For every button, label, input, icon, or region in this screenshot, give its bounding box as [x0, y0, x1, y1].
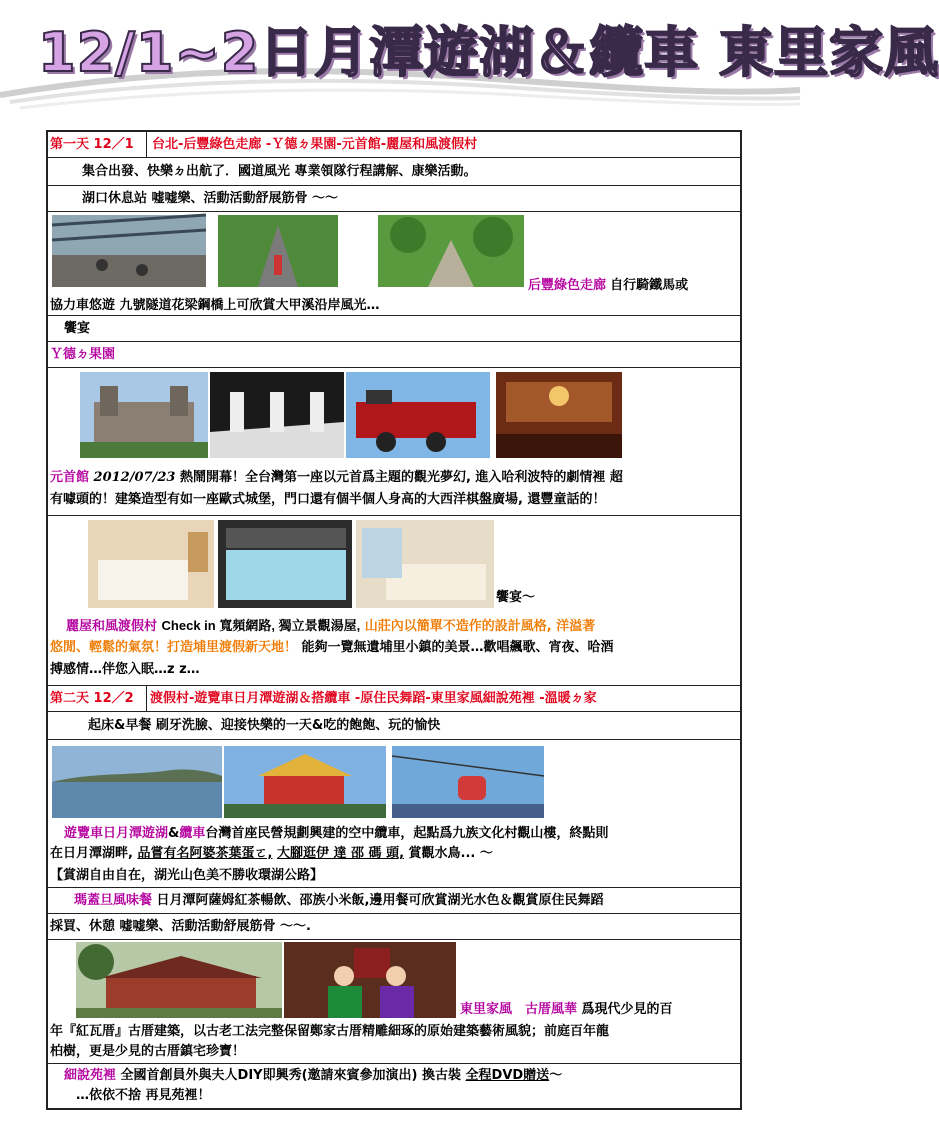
lunch-name: 瑪蓋旦風味餐: [74, 893, 153, 908]
tour-text-c: ～: [549, 1068, 563, 1083]
forest-road-photo: [218, 215, 338, 287]
bridge-bike-photo: [52, 215, 206, 287]
suite-photo: [356, 520, 494, 608]
tour-text-a: 全國首創員外與夫人DIY即興秀(邀請來賓參加演出) 換古裝: [120, 1068, 461, 1083]
sun-moon-lake-photo: [52, 746, 222, 818]
cable-car-name: 纜車: [179, 826, 206, 841]
day1-rest-text: 湖口休息站 嘘嘘樂、活動活動舒展筋骨 ～～: [82, 191, 339, 206]
day2-wake-row: [48, 712, 740, 740]
lake-text2b: 品嘗有名阿婆茶葉蛋ㄛ,: [137, 846, 273, 861]
lunch-row: [48, 888, 740, 914]
museum-text2: 有噱頭的！建築造型有如一座歐式城堡，門口還有個半個人身高的大西洋棋盤廣場, 還豐童話的！: [50, 492, 606, 507]
resort-text2a: 悠閒、輕鬆的氣氛！打造埔里渡假新天地！: [50, 640, 298, 655]
old-house-text2: 年『紅瓦厝』古厝建築，以古老工法完整保留鄭家古厝精雕細琢的原始建築藝術風貌；前庭百年龍: [50, 1024, 610, 1039]
lake-text2c: 大腳逛伊 達 邵 碼 頭,: [276, 846, 405, 861]
day2-divider: [146, 686, 147, 712]
day2-route: 渡假村-遊覽車日月潭遊湖＆搭纜車 -原住民舞蹈-東里家風細說苑裡 -溫暖ㄉ家: [150, 691, 597, 706]
temple-photo: [224, 746, 386, 818]
chess-plaza-photo: [210, 372, 344, 458]
shopping-row: [48, 914, 740, 940]
day1-depart-row: [48, 158, 740, 186]
old-house-name: 東里家風 古厝風華: [460, 1002, 578, 1017]
day2-header-row: [48, 686, 740, 712]
old-house-text1: 爲現代少見的百: [581, 1002, 673, 1017]
lake-text2d: 賞觀水鳥... ～: [408, 846, 493, 861]
lake-amp: &: [168, 826, 180, 841]
museum-name: 元首館: [50, 470, 90, 485]
itinerary-table: [46, 130, 742, 1110]
old-house-row: [48, 940, 740, 1064]
museum-date: 2012/07/23: [93, 470, 176, 485]
lake-tour-name: 遊覽車日月潭遊湖: [64, 826, 169, 841]
lunch-text: 日月潭阿薩姆紅茶暢飲、邵族小米飯,邊用餐可欣賞湖光水色＆觀賞原住民舞蹈: [156, 893, 604, 908]
day1-rest-row: [48, 186, 740, 212]
day1-header-row: [48, 132, 740, 158]
resort-text1a: Check in 寬頻網路, 獨立景觀湯屋,: [161, 618, 361, 633]
bike-corridor-text1: 自行騎鐵馬或: [610, 278, 689, 293]
feast-text: 饗宴: [64, 321, 91, 336]
day2-wake-text: 起床&早餐 刷牙洗臉、迎接快樂的一天&吃的飽飽、玩的愉快: [88, 718, 441, 733]
resort-text2b: 能夠一覽無遺埔里小鎮的美景…歡唱飆歌、宵夜、哈酒: [301, 640, 614, 655]
resort-row: [48, 516, 740, 686]
resort-text3: 搏感情…伴您入眠…z z…: [50, 662, 200, 677]
day1-label: 第一天 12／1: [50, 137, 134, 152]
shopping-text: 採買、休憩 嘘嘘樂、活動活動舒展筋骨 ～～.: [50, 919, 311, 934]
resort-name: 麗屋和風渡假村: [66, 619, 158, 634]
cable-car-photo: [392, 746, 544, 818]
old-house-text3: 柏樹，更是少見的古厝鎮宅珍寶！: [50, 1044, 246, 1059]
page-title: 12/1~2日月潭遊湖＆纜車 東里家風: [38, 21, 939, 84]
orchard-name: Ｙ德ㄉ果園: [50, 347, 116, 362]
day1-divider: [146, 132, 147, 158]
feast-row: [48, 316, 740, 342]
tree-lane-photo: [378, 215, 524, 287]
tour-text2: …依依不捨 再見苑裡！: [76, 1088, 211, 1103]
title-banner: [0, 0, 939, 120]
bike-corridor-name: 后豐綠色走廊: [528, 278, 607, 293]
bike-corridor-row: [48, 212, 740, 316]
day1-route: 台北-后豐綠色走廊 -Ｙ德ㄉ果園-元首館-麗屋和風渡假村: [152, 137, 478, 152]
day2-label: 第二天 12／2: [50, 691, 134, 706]
bike-corridor-text2: 協力車悠遊 九號隧道花梁鋼橋上可欣賞大甲溪沿岸風光…: [50, 298, 380, 313]
museum-row: [48, 368, 740, 516]
steam-train-photo: [346, 372, 490, 458]
day1-depart-text: 集合出發、快樂ㄉ出航了．國道風光 專業領隊行程講解、康樂活動。: [82, 164, 477, 179]
bedroom-photo: [88, 520, 214, 608]
lake-row: [48, 740, 740, 888]
old-house-photo: [76, 942, 282, 1018]
castle-photo: [80, 372, 208, 458]
feast2-text: 饗宴～: [496, 590, 536, 605]
tour-text-b: 全程DVD贈送: [465, 1068, 550, 1083]
costume-photo: [284, 942, 456, 1018]
lake-text3: 【賞湖自由自在，湖光山色美不勝收環湖公路】: [50, 868, 324, 883]
lake-text1: 台灣首座民營規劃興建的空中纜車，起點爲九族文化村觀山樓，終點則: [205, 826, 609, 841]
orchard-row: [48, 342, 740, 368]
museum-text1: 熱鬧開幕！全台灣第一座以元首爲主題的觀光夢幻, 進入哈利波特的劇情裡 超: [179, 470, 623, 485]
tour-name: 細說苑裡: [64, 1068, 117, 1083]
tour-row: [48, 1064, 740, 1108]
resort-text1b: 山莊內以簡單不造作的設計風格, 洋溢著: [364, 619, 596, 634]
interior-hall-photo: [496, 372, 622, 458]
hot-spring-photo: [218, 520, 352, 608]
lake-text2a: 在日月潭湖畔,: [50, 846, 133, 861]
